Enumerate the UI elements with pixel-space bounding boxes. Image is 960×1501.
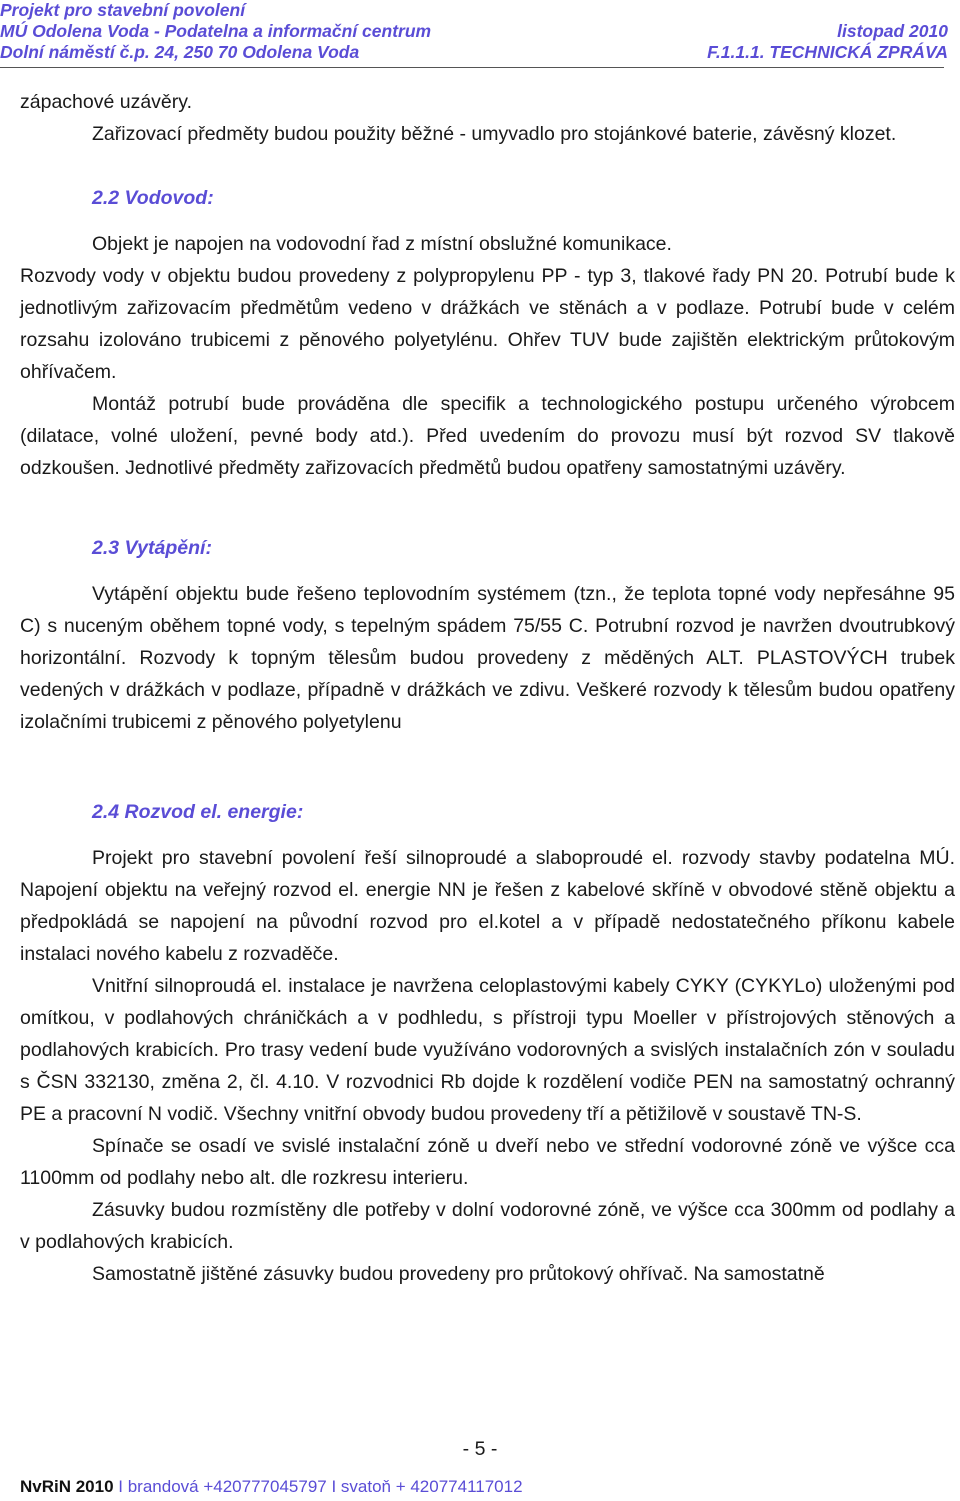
section-heading-electric: 2.4 Rozvod el. energie: (92, 801, 304, 823)
section-heading-water: 2.2 Vodovod: (92, 187, 214, 209)
footer-contacts: I brandová +420777045797 I svatoň + 420774117012 (113, 1477, 523, 1496)
paragraph: Objekt je napojen na vodovodní řad z místní obslužné komunikace. (92, 233, 672, 255)
paragraph: Rozvody vody v objektu budou provedeny z polypropylenu PP - typ 3, tlakové řady PN 20. Potrubí bude k jednotlivým zařizovacím předmětům vedeno v drážkách ve stěnách a v podlaze. Potrubí bude v celém rozsahu izolováno trubicemi z pěnového polyetylénu. Ohřev TUV bude zajištěn elektrickým průtokovým ohřívačem. (20, 265, 955, 383)
page-header (0, 0, 948, 66)
header-address: Dolní náměstí č.p. 24, 250 70 Odolena Voda (0, 42, 360, 62)
header-project-info (0, 0, 431, 63)
paragraph: Spínače se osadí ve svislé instalační zóně u dveří nebo ve střední vodorovné zóně ve výšce cca 1100mm od podlahy nebo alt. dle rozkresu interieru. (20, 1135, 955, 1189)
spacer (20, 150, 955, 182)
paragraph: Zásuvky budou rozmístěny dle potřeby v dolní vodorovné zóně, ve výšce cca 300mm od podlahy a v podlahových krabicích. (20, 1199, 955, 1253)
spacer (20, 828, 955, 842)
paragraph: Zařizovací předměty budou použity běžné - umyvadlo pro stojánkové baterie, závěsný klozet. (92, 123, 897, 145)
footer-brand: NvRiN 2010 (20, 1477, 114, 1496)
page-number: - 5 - (462, 1438, 498, 1460)
header-date: listopad 2010 (837, 21, 948, 41)
spacer (20, 738, 955, 796)
header-doc-info (707, 21, 948, 63)
document-body (20, 86, 955, 1290)
page-footer (20, 1477, 523, 1497)
section-heading-heating: 2.3 Vytápění: (92, 537, 212, 559)
header-client: MÚ Odolena Voda - Podatelna a informační centrum (0, 21, 432, 41)
paragraph: Vnitřní silnoproudá el. instalace je navržena celoplastovými kabely CYKY (CYKYLo) uloženými pod omítkou, v podlahových chráničkách a v podhledu, s přístroji typu Moeller v přístrojových stěnových a podlahových krabicích. Pro trasy vedení bude využíváno vodorovných a svislých instalačních zón v souladu s ČSN 332130, změna 2, čl. 4.10. V rozvodnici Rb dojde k rozdělení vodiče PEN na samostatný ochranný PE a pracovní N vodič. Všechny vnitřní obvody budou provedeny tří a pětižilově v soustavě TN-S. (20, 975, 955, 1125)
header-doc-code: F.1.1.1. TECHNICKÁ ZPRÁVA (707, 42, 948, 62)
paragraph: Vytápění objektu bude řešeno teplovodním systémem (tzn., že teplota topné vody nepřesáhne 95 C) s nuceným oběhem topné vody, s tepelným spádem 75/55 C. Potrubní rozvod je navržen dvoutrubkový horizontální. Rozvody k topným tělesům budou provedeny z měděných ALT. PLASTOVÝCH trubek vedených v drážkách v podlaze, případně v drážkách ve zdivu. Veškeré rozvody k tělesům budou opatřeny izolačními trubicemi z pěnového polyetylenu (20, 583, 955, 733)
spacer (20, 214, 955, 228)
paragraph: Projekt pro stavební povolení řeší silnoproudé a slaboproudé el. rozvody stavby podatelna MÚ. Napojení objektu na veřejný rozvod el. energie NN je řešen z kabelové skříně v obvodové stěně objektu a předpokládá se napojení na původní rozvod pro el.kotel a v případě nedostatečného příkonu kabele instalaci nového kabelu z rozvaděče. (20, 847, 955, 965)
paragraph: zápachové uzávěry. (20, 91, 192, 113)
paragraph: Samostatně jištěné zásuvky budou provedeny pro průtokový ohřívač. Na samostatně (92, 1263, 825, 1285)
header-project-title: Projekt pro stavební povolení (0, 0, 246, 20)
header-divider (0, 67, 944, 68)
spacer (20, 484, 955, 532)
paragraph: Montáž potrubí bude prováděna dle specifik a technologického postupu určeného výrobcem (dilatace, volné uložení, pevné body atd.). Před uvedením do provozu musí být rozvod SV tlakově odzkoušen. Jednotlivé předměty zařizovacích předmětů budou opatřeny samostatnými uzávěry. (20, 393, 955, 479)
spacer (20, 564, 955, 578)
